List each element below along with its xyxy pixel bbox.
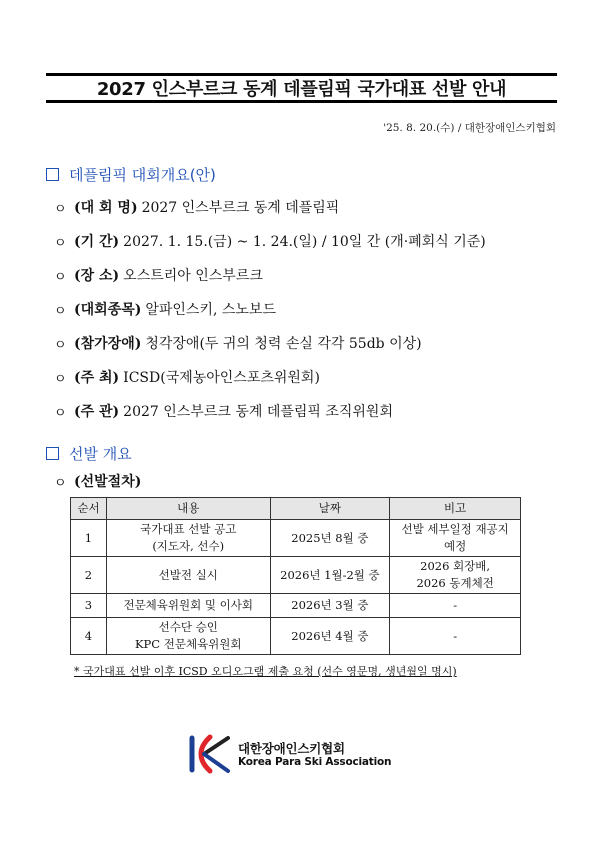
- cell-note-line: 2026 회장배,: [420, 559, 491, 573]
- cell-content-line: (지도자, 선수): [152, 539, 225, 553]
- overview-item-value: 오스트리아 인스부르크: [123, 268, 263, 284]
- overview-item: [54, 265, 263, 285]
- bullet-icon: ㅇ: [54, 201, 67, 217]
- bullet-icon: ㅇ: [54, 337, 67, 353]
- bullet-icon: ㅇ: [54, 371, 67, 387]
- bullet-icon: ㅇ: [54, 405, 67, 421]
- cell-content-line: 국가대표 선발 공고: [140, 522, 237, 536]
- cell-note-line: 2026 동계체전: [416, 576, 494, 590]
- cell-date: 2026년 3월 중: [270, 594, 390, 618]
- cell-content: [106, 520, 270, 557]
- checkbox-square-icon: [46, 447, 59, 460]
- table-header: 순서: [71, 498, 107, 520]
- page-title: 2027 인스부르크 동계 데플림픽 국가대표 선발 안내: [96, 79, 507, 100]
- title-box: [46, 73, 557, 103]
- overview-item: [54, 231, 486, 251]
- overview-item-value: 청각장애(두 귀의 청력 손실 각각 55db 이상): [145, 336, 422, 352]
- overview-item-value: ICSD(국제농아인스포츠위원회): [123, 370, 320, 386]
- cell-content-line: 선발전 실시: [158, 567, 218, 582]
- footnote: * 국가대표 선발 이후 ICSD 오디오그램 제출 요청 (선수 영문명, 생년월일 명시): [74, 665, 457, 678]
- cell-order: 1: [71, 520, 107, 557]
- overview-item: [54, 401, 393, 421]
- overview-item: [54, 197, 339, 217]
- bullet-icon: ㅇ: [54, 235, 67, 251]
- cell-note: [390, 557, 521, 594]
- section-heading-selection: [46, 443, 132, 464]
- cell-content-line: KPC 전문체육위원회: [134, 637, 242, 651]
- cell-date: 2026년 4월 중: [270, 618, 390, 655]
- cell-order: 4: [71, 618, 107, 655]
- overview-item: [54, 333, 422, 353]
- bullet-icon: ㅇ: [54, 269, 67, 285]
- table-header: 비고: [390, 498, 521, 520]
- overview-item-label: (주 관): [74, 404, 120, 420]
- cell-note: [390, 520, 521, 557]
- table-header: 내용: [106, 498, 270, 520]
- cell-content: [106, 594, 270, 618]
- section-heading-overview: [46, 164, 216, 185]
- checkbox-square-icon: [46, 168, 59, 181]
- overview-item-value: 2027. 1. 15.(금) ~ 1. 24.(일) / 10일 간 (개·폐회식 기준): [123, 234, 486, 250]
- selection-table: [70, 497, 521, 655]
- bullet-icon: ㅇ: [54, 303, 67, 319]
- section-heading-text: 데플림픽 대회개요(안): [69, 166, 216, 184]
- section-heading-text: 선발 개요: [69, 445, 132, 463]
- cell-note-line: -: [453, 598, 458, 612]
- cell-order: 3: [71, 594, 107, 618]
- table-row: [71, 618, 521, 655]
- cell-date: 2026년 1월-2월 중: [270, 557, 390, 594]
- table-row: [71, 520, 521, 557]
- overview-item-value: 2027 인스부르크 동계 데플림픽: [141, 200, 340, 216]
- procedure-heading: [54, 471, 141, 491]
- cell-content: [106, 618, 270, 655]
- cell-note: [390, 594, 521, 618]
- cell-note-line: 선발 세부일정 재공지: [401, 522, 509, 536]
- bullet-icon: ㅇ: [54, 475, 67, 491]
- table-row: [71, 557, 521, 594]
- logo-name-korean: 대한장애인스키협회: [238, 741, 345, 756]
- cell-date: 2025년 8월 중: [270, 520, 390, 557]
- date-line: '25. 8. 20.(수) / 대한장애인스키협회: [383, 122, 556, 134]
- logo-name-english: Korea Para Ski Association: [238, 756, 392, 768]
- overview-item-label: (장 소): [74, 268, 120, 284]
- overview-item-label: (대회종목): [74, 302, 142, 318]
- table-row: [71, 594, 521, 618]
- overview-item-label: (주 최): [74, 370, 120, 386]
- overview-item-label: (대 회 명): [74, 200, 138, 216]
- table-header: 날짜: [270, 498, 390, 520]
- cell-order: 2: [71, 557, 107, 594]
- overview-item-value: 알파인스키, 스노보드: [145, 302, 276, 318]
- overview-item-label: (기 간): [74, 234, 120, 250]
- overview-item-label: (참가장애): [74, 336, 142, 352]
- association-logo-icon: [186, 734, 232, 774]
- cell-note-line: -: [453, 628, 458, 643]
- table-header-row: [71, 498, 521, 520]
- overview-item: [54, 299, 276, 319]
- procedure-label: (선발절차): [74, 474, 142, 490]
- cell-note: [390, 618, 521, 655]
- cell-content-line: 선수단 승인: [158, 620, 218, 634]
- cell-content: [106, 557, 270, 594]
- overview-item: [54, 367, 320, 387]
- cell-content-line: 전문체육위원회 및 이사회: [123, 598, 253, 612]
- overview-item-value: 2027 인스부르크 동계 데플림픽 조직위원회: [123, 404, 393, 420]
- cell-note-line: 예정: [444, 539, 467, 553]
